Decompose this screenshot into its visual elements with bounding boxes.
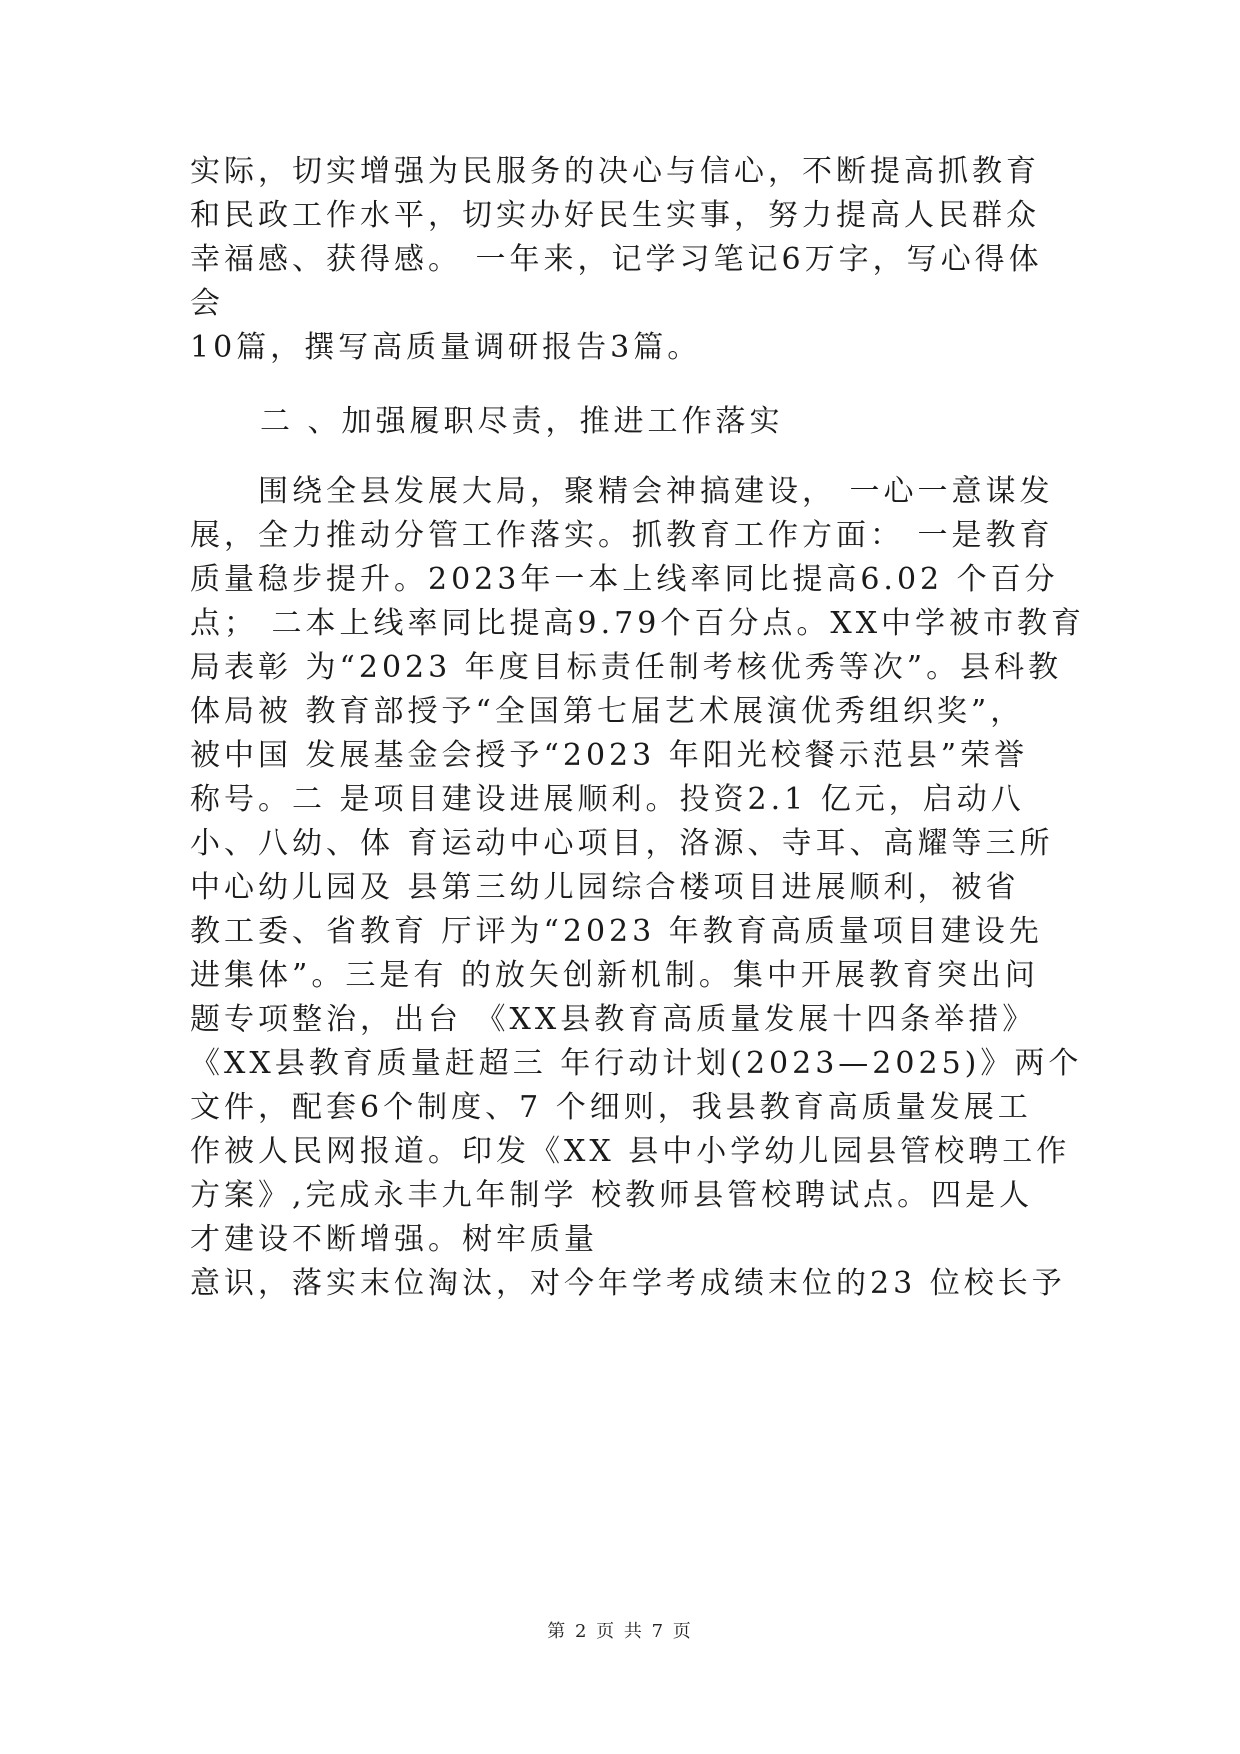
- heading-text: 二 、加强履职尽责，推进工作落实: [260, 404, 784, 439]
- main-paragraph: [190, 470, 1086, 1306]
- text-line: 小、八幼、体 育运动中心项目，洛源、寺耳、高耀等三所: [190, 826, 1054, 861]
- text-line: 体局被 教育部授予“全国第七届艺术展演优秀组织奖”，: [190, 694, 1025, 729]
- text-line: 会: [190, 286, 224, 321]
- text-line: 教工委、省教育 厅评为“2023 年教育高质量项目建设先: [190, 914, 1043, 949]
- text-line: 质量稳步提升。2023年一本上线率同比提高6.02 个百分: [190, 562, 1059, 597]
- text-line: 实际，切实增强为民服务的决心与信心，不断提高抓教育: [190, 154, 1040, 189]
- text-line: 题专项整治，出台 《XX县教育高质量发展十四条举措》: [190, 1002, 1037, 1037]
- section-heading: [260, 400, 1140, 444]
- text-line: 中心幼儿园及 县第三幼儿园综合楼项目进展顺利，被省: [190, 870, 1020, 905]
- page-footer: 第 2 页 共 7 页: [547, 1621, 693, 1642]
- text-line: 作被人民网报道。印发《XX 县中小学幼儿园县管校聘工作: [190, 1134, 1071, 1169]
- text-line: 进集体”。三是有 的放矢创新机制。集中开展教育突出问: [190, 958, 1039, 993]
- text-line: 围绕全县发展大局，聚精会神搞建设， 一心一意谋发: [190, 474, 1054, 509]
- text-line: 方案》,完成永丰九年制学 校教师县管校聘试点。四是人: [190, 1178, 1034, 1213]
- text-line: 称号。二 是项目建设进展顺利。投资2.1 亿元，启动八: [190, 782, 1025, 817]
- text-line: 《XX县教育质量赶超三 年行动计划(2023—2025)》两个: [190, 1046, 1083, 1081]
- text-line: 才建设不断增强。树牢质量: [190, 1222, 598, 1257]
- text-line: 点； 二本上线率同比提高9.79个百分点。XX中学被市教育: [190, 606, 1086, 641]
- text-line: 和民政工作水平，切实办好民生实事，努力提高人民群众: [190, 198, 1040, 233]
- text-line: 文件，配套6个制度、7 个细则，我县教育高质量发展工: [190, 1090, 1032, 1125]
- text-line: 展，全力推动分管工作落实。抓教育工作方面： 一是教育: [190, 518, 1054, 553]
- text-line: 幸福感、获得感。 一年来，记学习笔记6万字，写心得体: [190, 242, 1043, 277]
- text-line: 被中国 发展基金会授予“2023 年阳光校餐示范县”荣誉: [190, 738, 1029, 773]
- text-line: 意识，落实末位淘汰，对今年学考成绩末位的23 位校长予: [190, 1266, 1066, 1301]
- text-line: 10篇，撰写高质量调研报告3篇。: [190, 330, 702, 365]
- text-line: 局表彰 为“2023 年度目标责任制考核优秀等次”。县科教: [190, 650, 1063, 685]
- intro-paragraph: [190, 150, 1070, 370]
